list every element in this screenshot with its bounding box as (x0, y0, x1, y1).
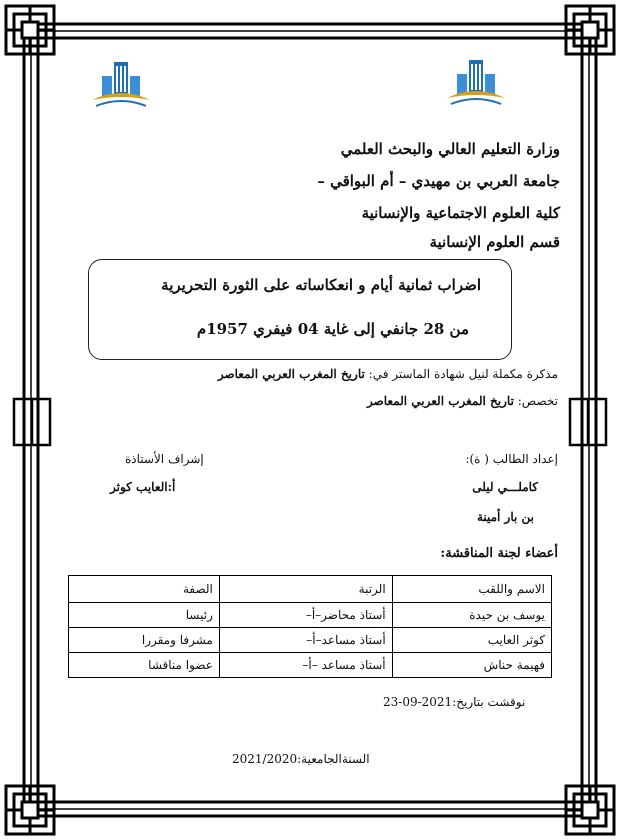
academic-year: 2021/2020 (232, 752, 298, 766)
jury-member-role: رئيسا (69, 603, 220, 628)
discussion-date-label: نوقشت بتاريخ: (452, 695, 526, 709)
jury-member-rank: أستاذ محاضر–أ– (219, 603, 392, 628)
table-row (69, 628, 552, 653)
student-name-1: كاملـــي ليلى (472, 480, 538, 494)
corner-knot-top-left (6, 6, 54, 54)
side-knot-left (14, 399, 50, 445)
university-logo-right (441, 54, 511, 112)
jury-member-name: يوسف بن حيدة (392, 603, 551, 628)
jury-col-role: الصفة (69, 576, 220, 603)
discussion-date-line (383, 695, 525, 709)
thesis-specialty-label: تخصص: (517, 394, 558, 408)
jury-table-header (69, 576, 552, 603)
jury-member-name: كوثر العايب (392, 628, 551, 653)
corner-knot-bottom-right (566, 786, 614, 834)
corner-knot-bottom-left (6, 786, 54, 834)
thesis-purpose (218, 367, 558, 381)
table-row (69, 653, 552, 678)
thesis-title-line1: اضراب ثمانية أيام و انعكاساته على الثورة التحريرية (161, 276, 481, 294)
academic-year-line (232, 752, 370, 766)
faculty-name: كلية العلوم الاجتماعية والإنسانية (361, 204, 560, 222)
university-logo-left (86, 56, 156, 114)
department-name: قسم العلوم الإنسانية (429, 233, 560, 251)
university-name: جامعة العربي بن مهيدي – أم البواقي – (317, 172, 560, 190)
thesis-title-line2: من 28 جانفي إلى غاية 04 فيفري 1957م (196, 320, 469, 338)
jury-member-rank: أستاذ مساعد–أ– (219, 628, 392, 653)
supervisor-label: إشراف الأستاذة (125, 452, 204, 466)
jury-member-role: مشرفا ومقررا (69, 628, 220, 653)
jury-col-rank: الرتبة (219, 576, 392, 603)
title-box (88, 259, 512, 360)
jury-heading: أعضاء لجنة المناقشة: (440, 546, 558, 561)
thesis-specialty (367, 394, 558, 408)
thesis-specialty-value: تاريخ المغرب العربي المعاصر (366, 394, 514, 408)
supervisor-name: أ:العايب كوثر (110, 480, 176, 494)
jury-member-rank: أستاذ مساعد –أ– (219, 653, 392, 678)
corner-knot-top-right (566, 6, 614, 54)
students-label: إعداد الطالب ( ة): (465, 452, 558, 466)
academic-year-label: السنةالجامعية: (297, 752, 370, 766)
jury-member-name: فهيمة حناش (392, 653, 551, 678)
thesis-purpose-value: تاريخ المغرب العربي المعاصر (217, 367, 365, 381)
thesis-purpose-label: مذكرة مكملة لنيل شهادة الماستر في: (368, 367, 558, 381)
side-knot-right (570, 399, 606, 445)
student-name-2: بن بار أمينة (476, 510, 534, 524)
jury-table (68, 575, 552, 678)
ministry-name: وزارة التعليم العالي والبحث العلمي (340, 140, 560, 158)
jury-member-role: عضوا مناقشا (69, 653, 220, 678)
table-row (69, 603, 552, 628)
discussion-date: 23-09-2021 (383, 695, 453, 709)
jury-col-name: الاسم واللقب (392, 576, 551, 603)
